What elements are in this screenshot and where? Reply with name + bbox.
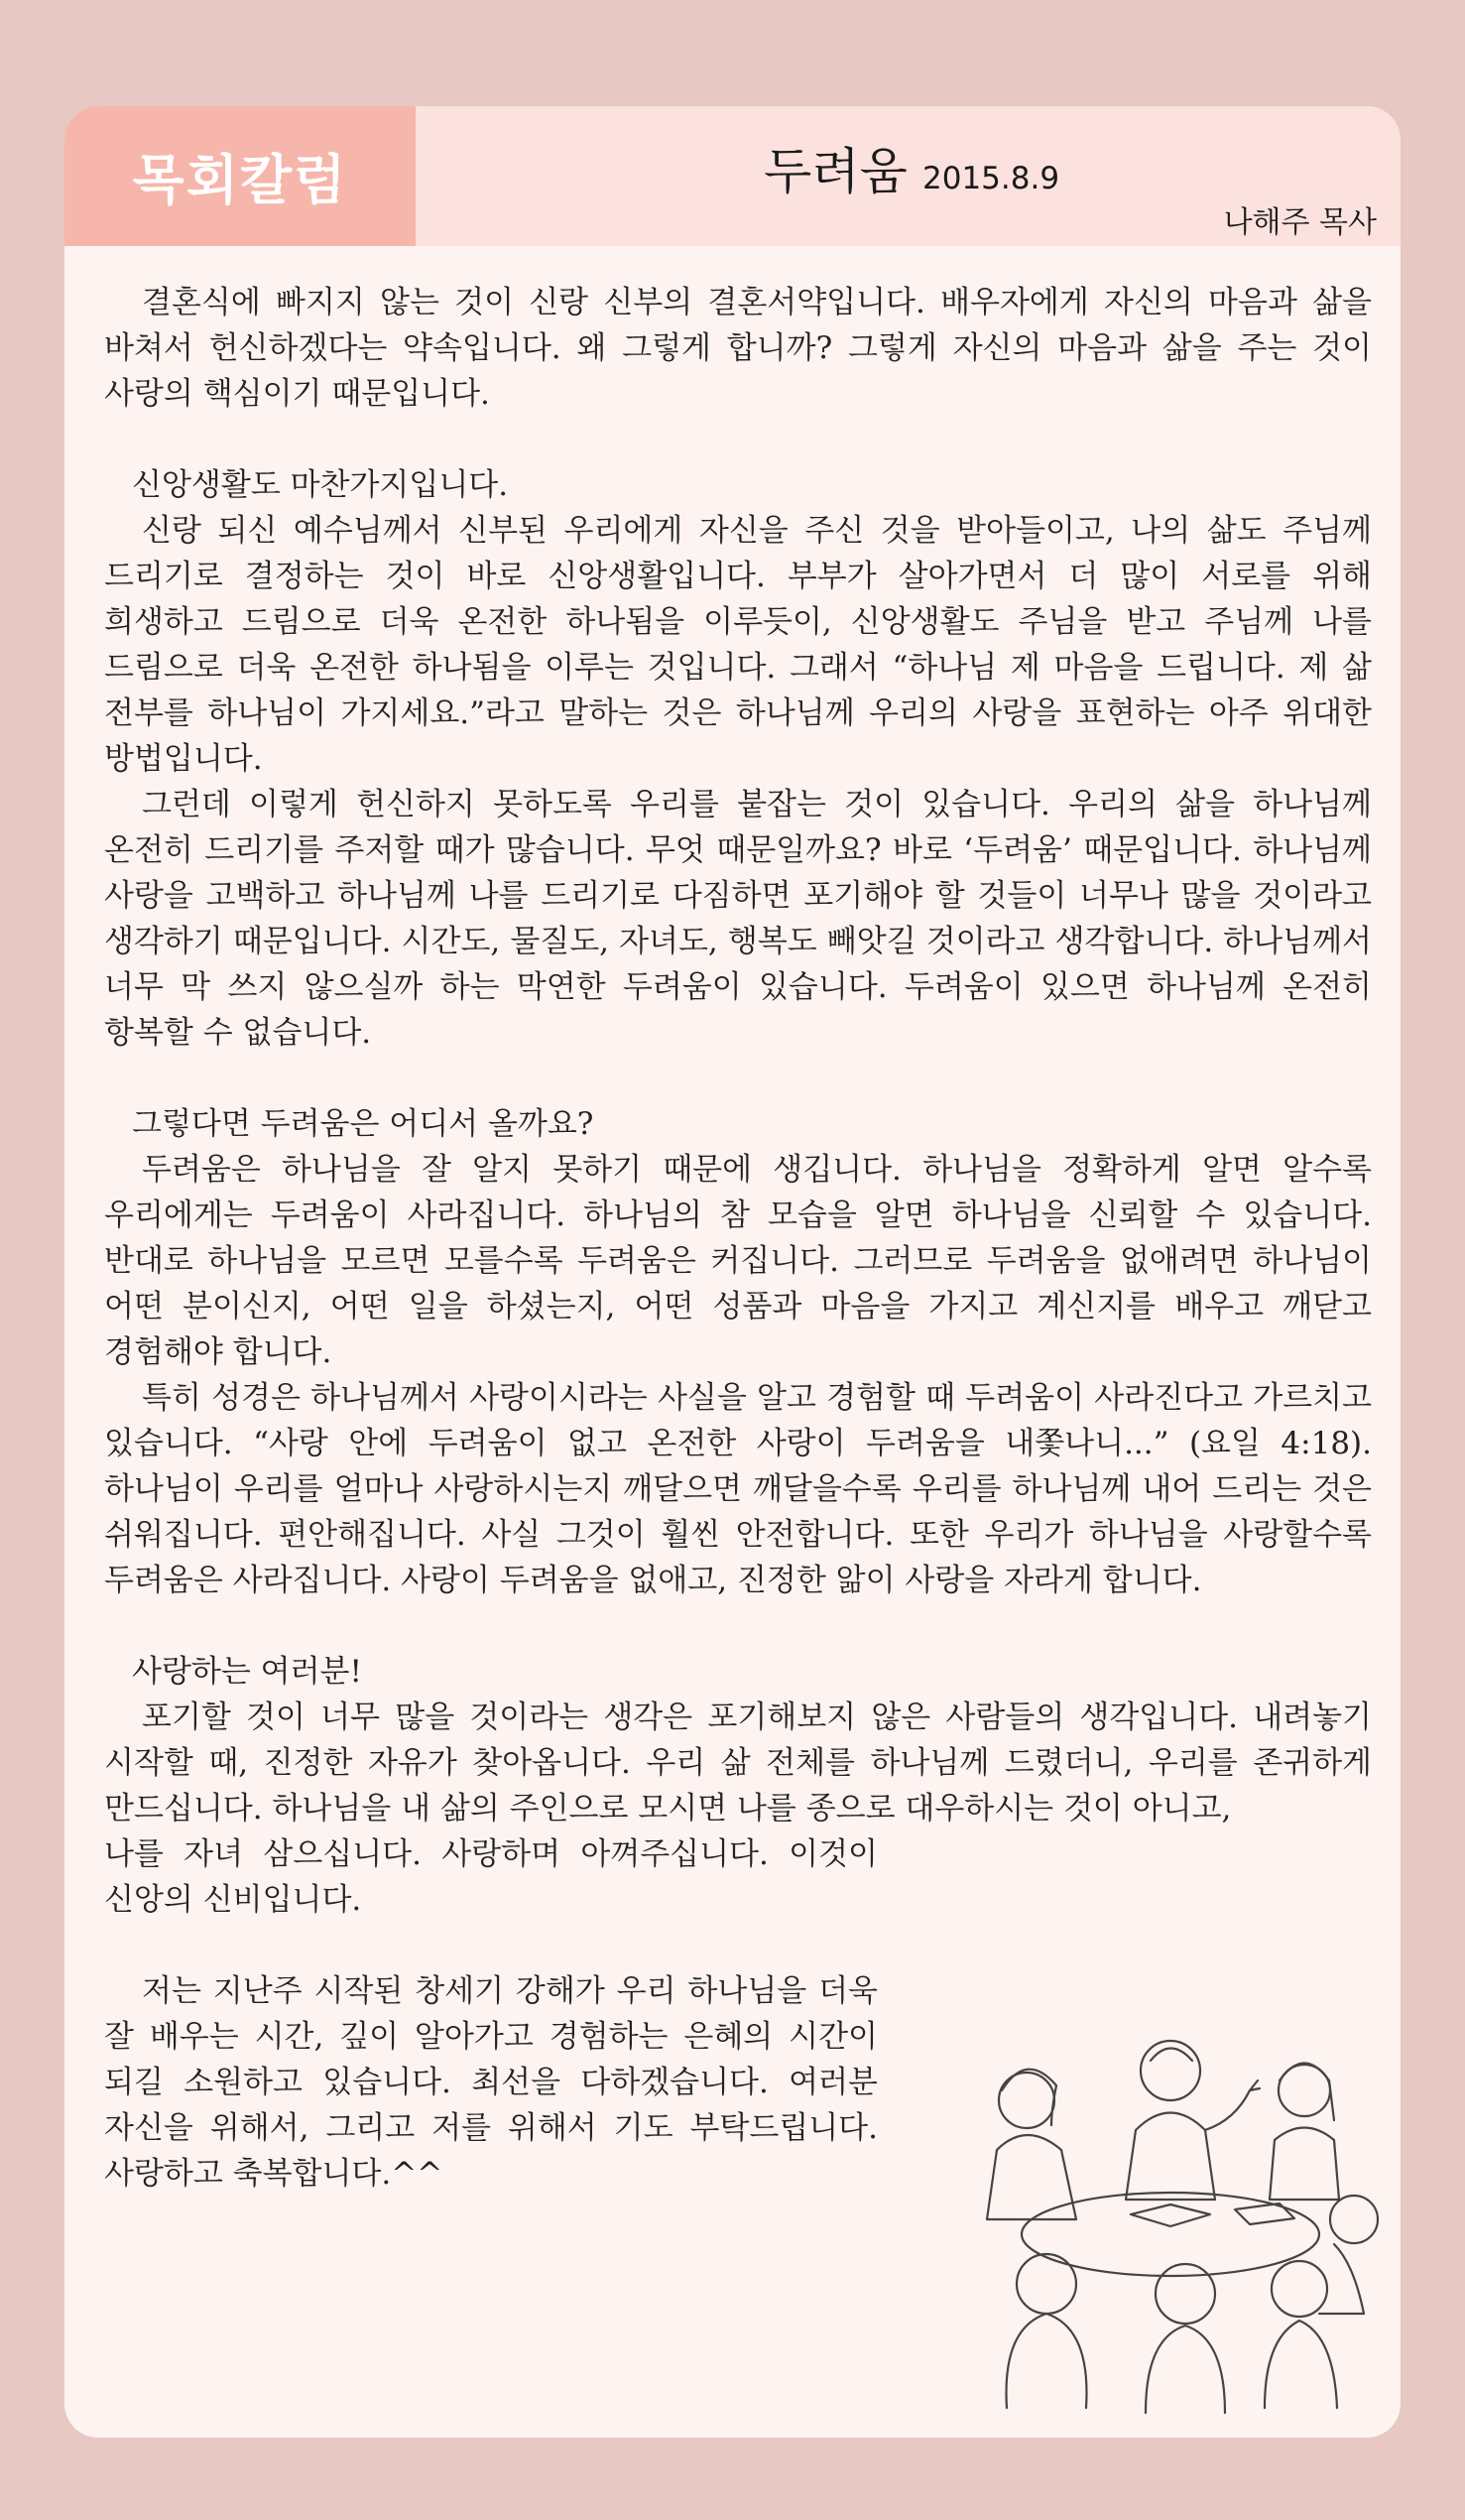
bible-study-group-illustration — [957, 2021, 1384, 2418]
person-body — [1265, 2321, 1337, 2408]
column-label-box — [64, 106, 416, 246]
column-header — [64, 106, 1401, 246]
book — [1235, 2204, 1294, 2224]
paragraph-5: 특히 성경은 하나님께서 사랑이시라는 사실을 알고 경험할 때 두려움이 사라진다고 가르치고 있습니다. “사랑 안에 두려움이 없고 온전한 사랑이 두려움을 내쫓나니...” (요일 4:18). 하나님이 우리를 얼마나 사랑하시는지 깨달으면 깨달을수록 우리를 하나님께 내어 드리는 것은 쉬워집니다. 편안해집니다. 사실 그것이 훨씬 안전합니다. 또한 우리가 하나님을 사랑할수록 두려움은 사라집니다. 사랑이 두려움을 없애고, 진정한 앎이 사랑을 자라게 합니다. — [104, 1380, 1372, 1598]
person-head — [1156, 2264, 1215, 2324]
paragraph-1: 결혼식에 빠지지 않는 것이 신랑 신부의 결혼서약입니다. 배우자에게 자신의 마음과 삶을 바쳐서 헌신하겠다는 약속입니다. 왜 그렇게 합니까? 그렇게 자신의 마음과 삶을 주는 것이 사랑의 핵심이기 때문입니다. — [104, 285, 1372, 412]
column-label: 목회칼럼 — [132, 149, 348, 211]
column-card — [64, 106, 1401, 2438]
person-head — [1017, 2254, 1076, 2314]
author-name: 나해주 목사 — [1223, 205, 1377, 240]
section-heading-beloved: 사랑하는 여러분! — [132, 1654, 362, 1690]
person-body — [1007, 2314, 1087, 2408]
paragraph-3: 그런데 이렇게 헌신하지 못하도록 우리를 붙잡는 것이 있습니다. 우리의 삶을 하나님께 온전히 드리기를 주저할 때가 많습니다. 무엇 때문일까요? 바로 ‘두려움’ 때문입니다. 하나님께 사랑을 고백하고 하나님께 나를 드리기로 다짐하면 포기해야 할 것들이 너무나 많을 것이라고 생각하기 때문입니다. 시간도, 물질도, 자녀도, 행복도 빼앗길 것이라고 생각합니다. 하나님께서 너무 막 쓰지 않으실까 하는 막연한 두려움이 있습니다. 두려움이 있으면 하나님께 온전히 항복할 수 없습니다. — [104, 787, 1372, 1051]
section-heading-where-fear: 그렇다면 두려움은 어디서 올까요? — [132, 1106, 594, 1142]
paragraph-7: 저는 지난주 시작된 창세기 강해가 우리 하나님을 더욱 잘 배우는 시간, 깊이 알아가고 경험하는 은혜의 시간이 되길 소원하고 있습니다. 최선을 다하겠습니다. 여러분 자신을 위해서, 그리고 저를 위해서 기도 부탁드립니다. 사랑하고 축복합니다.^^ — [104, 1973, 878, 2192]
paragraph-gap — [104, 1923, 1372, 1968]
open-book — [1131, 2205, 1210, 2226]
person-head — [999, 2073, 1054, 2128]
section-heading-faith-life: 신앙생활도 마찬가지입니다. — [132, 467, 509, 503]
paragraph-gap — [104, 1603, 1372, 1649]
column-body — [104, 280, 1372, 2197]
person-head — [1141, 2041, 1200, 2100]
person-head — [1330, 2196, 1378, 2243]
column-date: 2015.8.9 — [922, 161, 1060, 196]
person-body — [1126, 2113, 1215, 2201]
paragraph-6-continued: 나를 자녀 삼으십니다. 사랑하며 아껴주십니다. 이것이 신앙의 신비입니다. — [104, 1836, 878, 1918]
paragraph-gap — [104, 417, 1372, 462]
paragraph-4: 두려움은 하나님을 잘 알지 못하기 때문에 생깁니다. 하나님을 정확하게 알면 알수록 우리에게는 두려움이 사라집니다. 하나님의 참 모습을 알면 하나님을 신뢰할 수 있습니다. 반대로 하나님을 모르면 모를수록 두려움은 커집니다. 그러므로 두려움을 없애려면 하나님이 어떤 분이신지, 어떤 일을 하셨는지, 어떤 성품과 마음을 가지고 계신지를 배우고 깨닫고 경험해야 합니다. — [104, 1152, 1372, 1370]
page-title: 두려움 — [764, 143, 908, 200]
paragraph-gap — [104, 1056, 1372, 1101]
person-body — [1146, 2326, 1225, 2413]
person-body — [1270, 2128, 1339, 2201]
title-row — [764, 132, 1059, 203]
paragraph-6: 포기할 것이 너무 많을 것이라는 생각은 포기해보지 않은 사람들의 생각입니다. 내려놓기 시작할 때, 진정한 자유가 찾아옵니다. 우리 삶 전체를 하나님께 드렸더니, 우리를 존귀하게 만드십니다. 하나님을 내 삶의 주인으로 모시면 나를 종으로 대우하시는 것이 아니고, — [104, 1700, 1372, 1827]
person-body — [987, 2135, 1076, 2219]
person-head — [1272, 2261, 1327, 2317]
paragraph-2: 신랑 되신 예수님께서 신부된 우리에게 자신을 주신 것을 받아들이고, 나의 삶도 주님께 드리기로 결정하는 것이 바로 신앙생활입니다. 부부가 살아가면서 더 많이 서로를 위해 희생하고 드림으로 더욱 온전한 하나됨을 이루듯이, 신앙생활도 주님을 받고 주님께 나를 드림으로 더욱 온전한 하나됨을 이루는 것입니다. 그래서 “하나님 제 마음을 드립니다. 제 삶 전부를 하나님이 가지세요.”라고 말하는 것은 하나님께 우리의 사랑을 표현하는 아주 위대한 방법입니다. — [104, 513, 1372, 777]
